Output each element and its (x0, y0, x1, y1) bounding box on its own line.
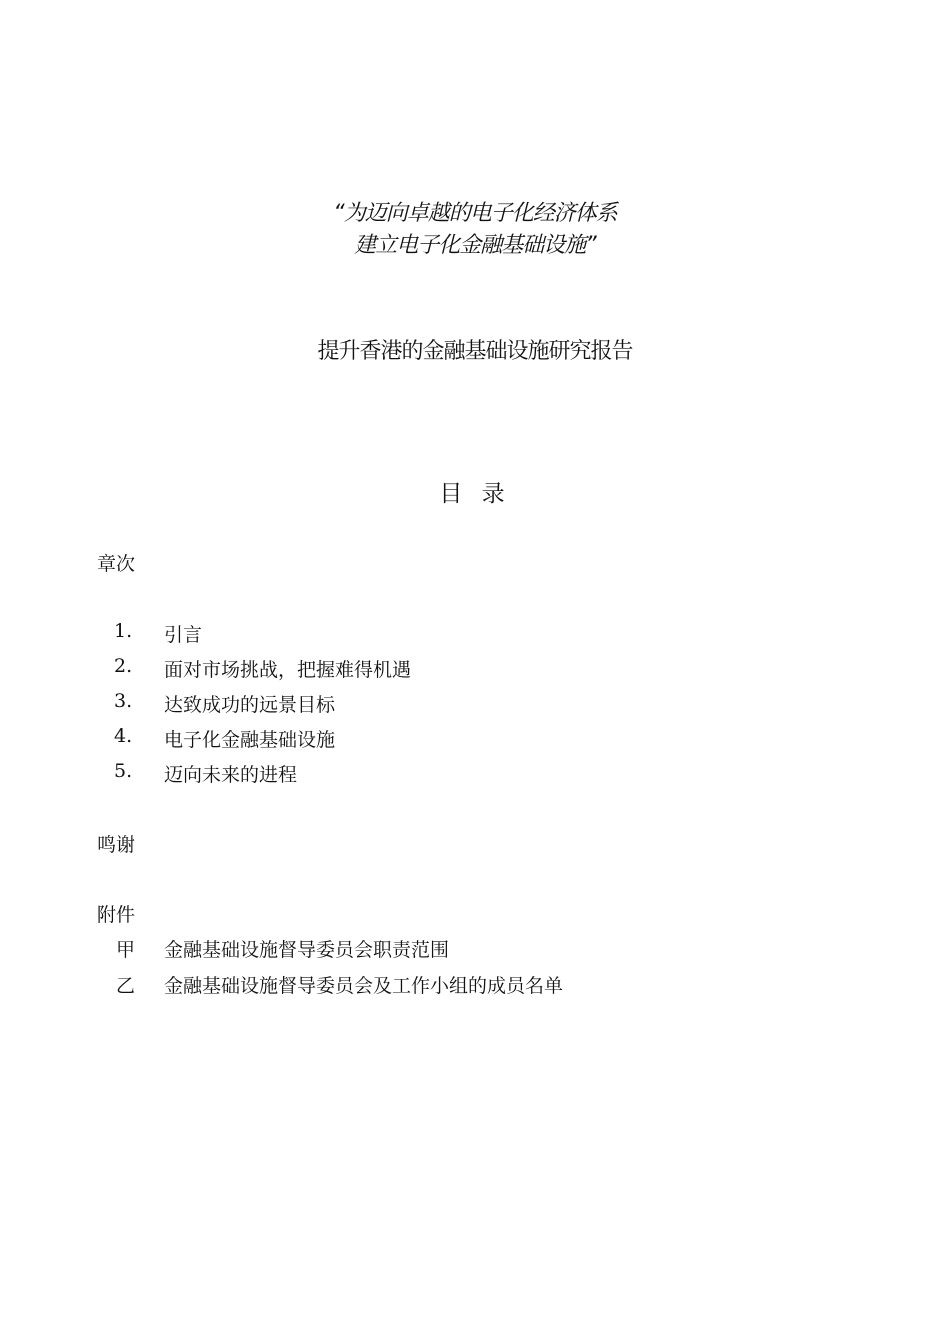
toc-chapter-title: 电子化金融基础设施 (164, 729, 336, 751)
toc-chapter-5 (0, 760, 950, 790)
toc-appendix-title: 金融基础设施督导委员会及工作小组的成员名单 (164, 975, 564, 997)
toc-chapter-number: 3. (114, 690, 133, 712)
toc-title: 目 录 (439, 481, 511, 507)
toc-chapter-1 (0, 620, 950, 650)
toc-chapter-number: 5. (114, 760, 133, 782)
toc-chapter-3 (0, 690, 950, 720)
toc-appendix-b (0, 971, 950, 1001)
toc-chapter-title: 迈向未来的进程 (164, 764, 298, 786)
toc-chapter-number: 1. (114, 620, 133, 642)
appendix-label: 附件 (97, 904, 136, 926)
toc-chapter-title: 面对市场挑战，把握难得机遇 (164, 659, 412, 681)
report-title: 提升香港的金融基础设施研究报告 (317, 339, 633, 364)
toc-chapter-title: 达致成功的远景目标 (164, 694, 336, 716)
toc-chapter-2 (0, 655, 950, 685)
toc-appendix-title: 金融基础设施督导委员会职责范围 (164, 939, 450, 961)
acknowledgement-label: 鸣谢 (97, 834, 136, 856)
toc-chapter-number: 2. (114, 655, 133, 677)
toc-appendix-number: 乙 (116, 975, 136, 997)
toc-chapter-title: 引言 (164, 624, 203, 646)
chapters-label: 章次 (97, 553, 136, 575)
toc-chapter-4 (0, 725, 950, 755)
cover-quote-line-1: “为迈向卓越的电子化经济体系 (333, 201, 617, 226)
toc-appendix-number: 甲 (116, 939, 136, 961)
cover-quote-line-2: 建立电子化金融基础设施” (354, 233, 596, 258)
toc-chapter-number: 4. (114, 725, 133, 747)
toc-appendix-a (0, 935, 950, 965)
